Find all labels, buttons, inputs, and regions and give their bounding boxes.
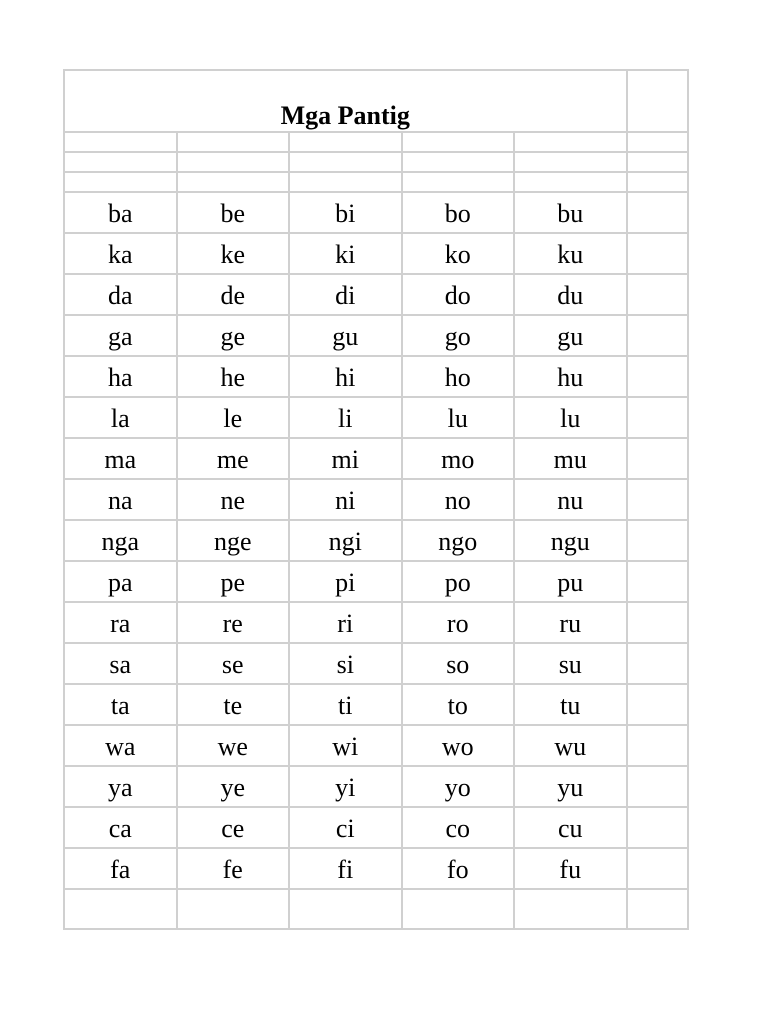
syllable-cell <box>64 643 177 684</box>
table-row <box>64 233 688 274</box>
syllable-text: we <box>217 731 248 761</box>
empty-cell <box>627 152 688 172</box>
empty-cell <box>177 172 290 192</box>
syllable-cell <box>402 315 515 356</box>
spacer-row <box>64 132 688 152</box>
syllable-cell <box>289 520 402 561</box>
syllable-text: no <box>444 485 471 515</box>
syllable-text: fi <box>337 854 354 884</box>
syllable-cell <box>402 602 515 643</box>
syllable-cell <box>289 561 402 602</box>
empty-cell <box>514 152 627 172</box>
syllable-cell <box>177 848 290 889</box>
syllable-text: re <box>222 608 243 638</box>
syllable-cell <box>289 479 402 520</box>
syllable-cell <box>402 233 515 274</box>
syllable-text: ge <box>220 321 246 351</box>
syllable-cell <box>402 848 515 889</box>
syllable-cell <box>402 397 515 438</box>
syllable-cell <box>289 725 402 766</box>
syllable-cell <box>289 315 402 356</box>
syllable-cell <box>289 643 402 684</box>
table-row <box>64 438 688 479</box>
syllable-table <box>63 69 689 930</box>
empty-cell <box>627 602 688 643</box>
syllable-text: to <box>447 690 468 720</box>
empty-cell <box>402 172 515 192</box>
syllable-cell <box>177 274 290 315</box>
empty-cell <box>289 132 402 152</box>
empty-cell <box>627 643 688 684</box>
syllable-cell <box>64 397 177 438</box>
table-title: Mga Pantig <box>64 70 627 132</box>
empty-cell <box>402 152 515 172</box>
syllable-text: bi <box>335 198 356 228</box>
syllable-text: pe <box>220 567 246 597</box>
syllable-cell <box>289 274 402 315</box>
syllable-text: wu <box>554 731 587 761</box>
syllable-cell <box>514 315 627 356</box>
syllable-text: da <box>107 280 133 310</box>
syllable-cell <box>64 807 177 848</box>
syllable-text: du <box>557 280 584 310</box>
syllable-text: ma <box>104 444 137 474</box>
syllable-text: pi <box>335 567 356 597</box>
syllable-cell <box>64 274 177 315</box>
syllable-cell <box>177 479 290 520</box>
syllable-text: mi <box>331 444 359 474</box>
empty-cell <box>289 172 402 192</box>
syllable-text: ngu <box>550 526 590 556</box>
empty-row <box>64 889 688 929</box>
table-row <box>64 602 688 643</box>
syllable-cell <box>402 438 515 479</box>
syllable-text: le <box>223 403 243 433</box>
table-row <box>64 274 688 315</box>
syllable-cell <box>402 561 515 602</box>
empty-cell <box>627 438 688 479</box>
syllable-cell <box>64 602 177 643</box>
syllable-text: bo <box>444 198 471 228</box>
syllable-text: ri <box>337 608 354 638</box>
empty-cell <box>289 889 402 929</box>
syllable-text: wi <box>332 731 359 761</box>
syllable-text: nu <box>557 485 584 515</box>
syllable-text: fa <box>110 854 131 884</box>
syllable-cell <box>177 233 290 274</box>
title-row <box>64 70 688 132</box>
syllable-text: ca <box>108 813 132 843</box>
syllable-text: ne <box>220 485 246 515</box>
syllable-cell <box>289 438 402 479</box>
empty-cell <box>627 192 688 233</box>
empty-cell <box>627 397 688 438</box>
syllable-text: sa <box>109 649 132 679</box>
syllable-cell <box>177 725 290 766</box>
syllable-text: mu <box>553 444 587 474</box>
syllable-cell <box>514 848 627 889</box>
syllable-cell <box>177 315 290 356</box>
syllable-text: ru <box>559 608 582 638</box>
syllable-cell <box>514 233 627 274</box>
empty-cell <box>64 152 177 172</box>
syllable-cell <box>177 438 290 479</box>
syllable-text: do <box>444 280 471 310</box>
syllable-cell <box>177 643 290 684</box>
syllable-cell <box>289 684 402 725</box>
syllable-text: hi <box>335 362 356 392</box>
syllable-cell <box>177 397 290 438</box>
empty-cell <box>627 520 688 561</box>
table-row <box>64 848 688 889</box>
empty-cell <box>627 132 688 152</box>
syllable-text: na <box>107 485 133 515</box>
syllable-text: pa <box>107 567 133 597</box>
syllable-cell <box>64 315 177 356</box>
empty-cell <box>514 132 627 152</box>
syllable-cell <box>64 192 177 233</box>
syllable-text: wa <box>105 731 136 761</box>
syllable-cell <box>402 684 515 725</box>
table-row <box>64 520 688 561</box>
spacer-row <box>64 172 688 192</box>
syllable-text: ka <box>107 239 133 269</box>
syllable-cell <box>402 766 515 807</box>
syllable-cell <box>514 192 627 233</box>
syllable-text: ya <box>107 772 133 802</box>
syllable-text: si <box>336 649 354 679</box>
syllable-text: ki <box>335 239 356 269</box>
syllable-cell <box>514 520 627 561</box>
syllable-cell <box>402 725 515 766</box>
syllable-cell <box>289 848 402 889</box>
syllable-cell <box>289 766 402 807</box>
syllable-text: ga <box>107 321 133 351</box>
syllable-text: be <box>220 198 246 228</box>
syllable-text: te <box>223 690 243 720</box>
table-row <box>64 684 688 725</box>
syllable-text: ha <box>107 362 133 392</box>
table-row <box>64 561 688 602</box>
empty-cell <box>627 356 688 397</box>
syllable-text: hu <box>557 362 584 392</box>
empty-cell <box>627 725 688 766</box>
syllable-cell <box>64 848 177 889</box>
empty-cell <box>177 889 290 929</box>
syllable-cell <box>289 356 402 397</box>
syllable-text: ti <box>338 690 353 720</box>
table-row <box>64 397 688 438</box>
syllable-cell <box>402 192 515 233</box>
syllable-cell <box>514 766 627 807</box>
syllable-cell <box>64 725 177 766</box>
syllable-text: gu <box>557 321 584 351</box>
syllable-cell <box>514 356 627 397</box>
syllable-text: fe <box>222 854 243 884</box>
syllable-cell <box>177 807 290 848</box>
syllable-cell <box>64 684 177 725</box>
syllable-text: cu <box>557 813 583 843</box>
syllable-cell <box>289 192 402 233</box>
empty-cell <box>402 889 515 929</box>
empty-cell <box>177 152 290 172</box>
syllable-cell <box>177 520 290 561</box>
syllable-text: fo <box>446 854 469 884</box>
table-row <box>64 479 688 520</box>
syllable-text: ngo <box>438 526 478 556</box>
syllable-text: ra <box>110 608 131 638</box>
syllable-text: di <box>335 280 356 310</box>
syllable-text: yi <box>335 772 356 802</box>
syllable-cell <box>64 479 177 520</box>
syllable-cell <box>402 274 515 315</box>
syllable-cell <box>514 807 627 848</box>
syllable-text: tu <box>560 690 581 720</box>
empty-cell <box>627 889 688 929</box>
syllable-text: co <box>445 813 471 843</box>
syllable-text: he <box>220 362 246 392</box>
syllable-cell <box>64 561 177 602</box>
empty-cell <box>627 233 688 274</box>
syllable-cell <box>402 356 515 397</box>
syllable-text: ko <box>444 239 471 269</box>
syllable-text: ke <box>220 239 246 269</box>
syllable-cell <box>64 438 177 479</box>
syllable-cell <box>64 233 177 274</box>
syllable-text: yo <box>444 772 471 802</box>
syllable-text: su <box>558 649 582 679</box>
syllable-text: bu <box>557 198 584 228</box>
empty-cell <box>627 684 688 725</box>
syllable-cell <box>177 561 290 602</box>
syllable-text: nga <box>101 526 140 556</box>
syllable-cell <box>177 192 290 233</box>
syllable-cell <box>177 356 290 397</box>
empty-cell <box>627 479 688 520</box>
empty-cell <box>627 561 688 602</box>
syllable-text: ho <box>444 362 471 392</box>
syllable-cell <box>177 684 290 725</box>
table-row <box>64 356 688 397</box>
syllable-cell <box>514 479 627 520</box>
syllable-cell <box>402 807 515 848</box>
syllable-cell <box>402 520 515 561</box>
empty-cell <box>627 848 688 889</box>
empty-cell <box>627 274 688 315</box>
syllable-cell <box>514 643 627 684</box>
syllable-text: lu <box>447 403 468 433</box>
syllable-text: yu <box>557 772 584 802</box>
empty-cell <box>402 132 515 152</box>
syllable-text: pu <box>557 567 584 597</box>
syllable-text: ro <box>446 608 469 638</box>
syllable-cell <box>64 356 177 397</box>
table-row <box>64 315 688 356</box>
syllable-cell <box>402 643 515 684</box>
syllable-text: lu <box>560 403 581 433</box>
syllable-cell <box>514 438 627 479</box>
syllable-cell <box>64 766 177 807</box>
syllable-text: ba <box>107 198 133 228</box>
syllable-text: ngi <box>328 526 362 556</box>
syllable-text: wo <box>441 731 474 761</box>
syllable-cell <box>514 725 627 766</box>
syllable-text: nge <box>213 526 252 556</box>
syllable-cell <box>289 807 402 848</box>
syllable-cell <box>289 602 402 643</box>
syllable-text: ku <box>557 239 584 269</box>
syllable-text: go <box>444 321 471 351</box>
syllable-cell <box>514 684 627 725</box>
syllable-text: me <box>216 444 249 474</box>
syllable-cell <box>514 602 627 643</box>
empty-cell <box>289 152 402 172</box>
syllable-cell <box>64 520 177 561</box>
syllable-text: de <box>220 280 246 310</box>
syllable-text: ye <box>220 772 246 802</box>
syllable-cell <box>514 561 627 602</box>
syllable-text: ci <box>335 813 355 843</box>
syllable-cell <box>289 233 402 274</box>
table-row <box>64 807 688 848</box>
syllable-text: mo <box>441 444 475 474</box>
syllable-cell <box>514 397 627 438</box>
table-row <box>64 192 688 233</box>
empty-cell <box>627 70 688 132</box>
syllable-cell <box>177 766 290 807</box>
empty-cell <box>627 766 688 807</box>
syllable-text: la <box>110 403 130 433</box>
empty-cell <box>64 889 177 929</box>
syllable-text: ce <box>221 813 245 843</box>
table-row <box>64 643 688 684</box>
syllable-cell <box>402 479 515 520</box>
syllable-text: li <box>338 403 353 433</box>
syllable-text: ni <box>335 485 356 515</box>
syllable-cell <box>177 602 290 643</box>
empty-cell <box>64 172 177 192</box>
table-row <box>64 725 688 766</box>
empty-cell <box>627 315 688 356</box>
table-row <box>64 766 688 807</box>
empty-cell <box>514 172 627 192</box>
empty-cell <box>627 172 688 192</box>
spacer-row <box>64 152 688 172</box>
syllable-cell <box>514 274 627 315</box>
empty-cell <box>64 132 177 152</box>
syllable-text: fu <box>559 854 582 884</box>
syllable-text: se <box>221 649 244 679</box>
syllable-text: po <box>444 567 471 597</box>
empty-cell <box>514 889 627 929</box>
syllable-text: gu <box>332 321 359 351</box>
syllable-text: so <box>446 649 470 679</box>
empty-cell <box>627 807 688 848</box>
syllable-cell <box>289 397 402 438</box>
empty-cell <box>177 132 290 152</box>
syllable-text: ta <box>110 690 130 720</box>
